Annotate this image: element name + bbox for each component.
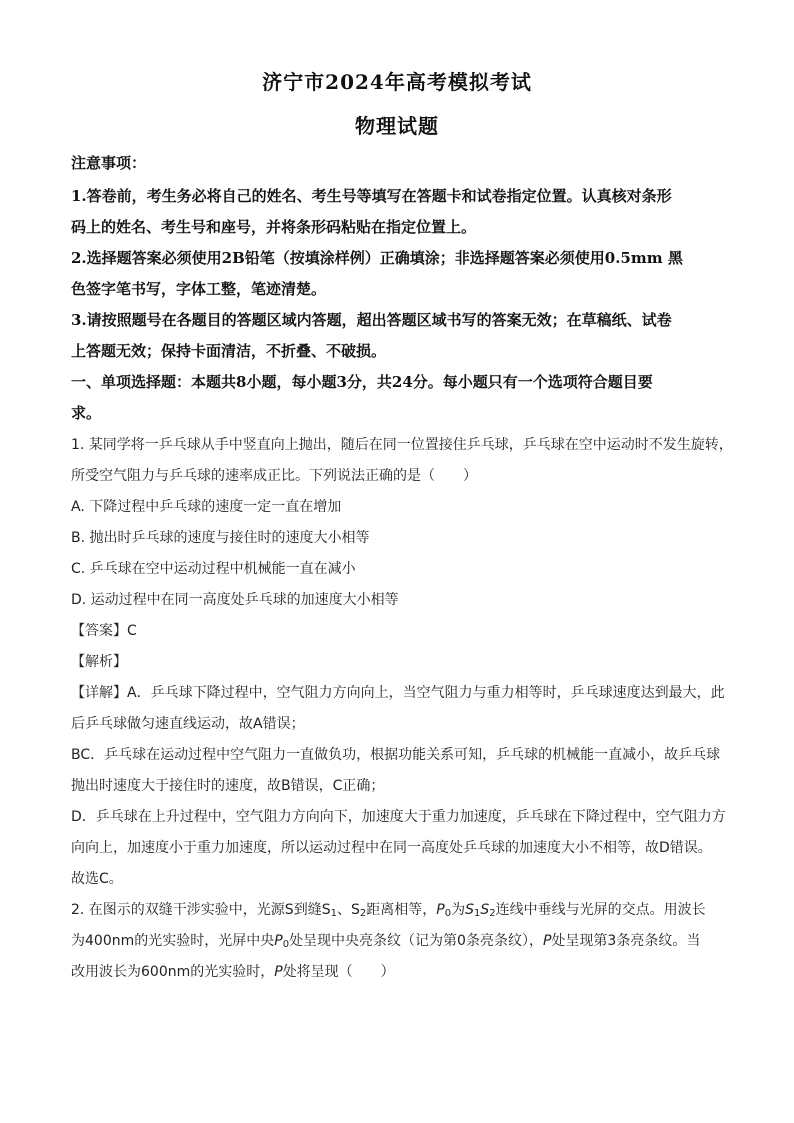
detail-line-7: 故选C。 xyxy=(71,871,123,887)
section-heading-line-1: 一、单项选择题：本题共8小题，每小题3分，共24分。每小题只有一个选项符合题目要 xyxy=(71,373,653,391)
notice-item-2-line-1: 2.选择题答案必须使用2B铅笔（按填涂样例）正确填涂；非选择题答案必须使用0.5mm 黑 xyxy=(71,249,683,267)
question-1-option-c: C. 乒乓球在空中运动过程中机械能一直在减小 xyxy=(71,561,356,577)
question-1-stem-line-1: 1. 某同学将一乒乓球从手中竖直向上抛出，随后在同一位置接住乒乓球，乒乓球在空中运动时不发生旋转， xyxy=(71,437,733,453)
question-1-stem-line-2: 所受空气阻力与乒乓球的速率成正比。下列说法正确的是（ ） xyxy=(71,468,477,484)
question-2-stem-line-3: 改用波长为600nm的光实验时，P处将呈现（ ） xyxy=(71,964,395,980)
detail-line-4: 抛出时速度大于接住时的速度，故B错误，C正确； xyxy=(71,778,385,794)
question-1-option-d: D. 运动过程中在同一高度处乒乓球的加速度大小相等 xyxy=(71,592,399,608)
detail-line-5: D．乒乓球在上升过程中，空气阻力方向向下，加速度大于重力加速度，乒乓球在下降过程中，空气阻力方 xyxy=(71,809,726,825)
answer-label: 【答案】C xyxy=(71,623,137,639)
detail-line-1: 【详解】A．乒乓球下降过程中，空气阻力方向向上，当空气阻力与重力相等时，乒乓球速度达到最大，此 xyxy=(71,685,725,701)
question-2-stem-line-2: 为400nm的光实验时，光屏中央$P_0$处呈现中央亮条纹（记为第0条亮条纹），P处呈现第3条亮条纹。当 xyxy=(71,933,701,950)
notice-item-3-line-1: 3.请按照题号在各题目的答题区域内答题，超出答题区域书写的答案无效；在草稿纸、试卷 xyxy=(71,311,672,329)
page-subtitle: 物理试题 xyxy=(355,114,439,138)
notice-item-1-line-1: 1.答卷前，考生务必将自己的姓名、考生号等填写在答题卡和试卷指定位置。认真核对条形 xyxy=(71,187,672,205)
notice-item-1-line-2: 码上的姓名、考生号和座号，并将条形码粘贴在指定位置上。 xyxy=(71,218,477,236)
notice-heading: 注意事项： xyxy=(71,154,147,172)
page-title: 济宁市2024年高考模拟考试 xyxy=(262,70,532,94)
notice-item-2-line-2: 色签字笔书写，字体工整，笔迹清楚。 xyxy=(71,280,327,298)
detail-line-6: 向向上，加速度小于重力加速度，所以运动过程中在同一高度处乒乓球的加速度大小不相等，故D错误。 xyxy=(71,840,712,856)
question-2-stem-line-1: 2. 在图示的双缝干涉实验中，光源S到缝$S_1$、$S_2$距离相等，$P_0$为$S_1S_2$连线中垂线与光屏的交点。用波长 xyxy=(71,902,706,919)
question-1-option-b: B. 抛出时乒乓球的速度与接住时的速度大小相等 xyxy=(71,530,370,546)
question-1-option-a: A. 下降过程中乒乓球的速度一定一直在增加 xyxy=(71,499,342,515)
notice-item-3-line-2: 上答题无效；保持卡面清洁，不折叠、不破损。 xyxy=(71,342,387,360)
detail-line-3: BC．乒乓球在运动过程中空气阻力一直做负功，根据功能关系可知，乒乓球的机械能一直减小，故乒乓球 xyxy=(71,747,721,763)
analysis-label: 【解析】 xyxy=(71,654,127,670)
detail-line-2: 后乒乓球做匀速直线运动，故A错误； xyxy=(71,716,305,732)
section-heading-line-2: 求。 xyxy=(71,404,102,422)
